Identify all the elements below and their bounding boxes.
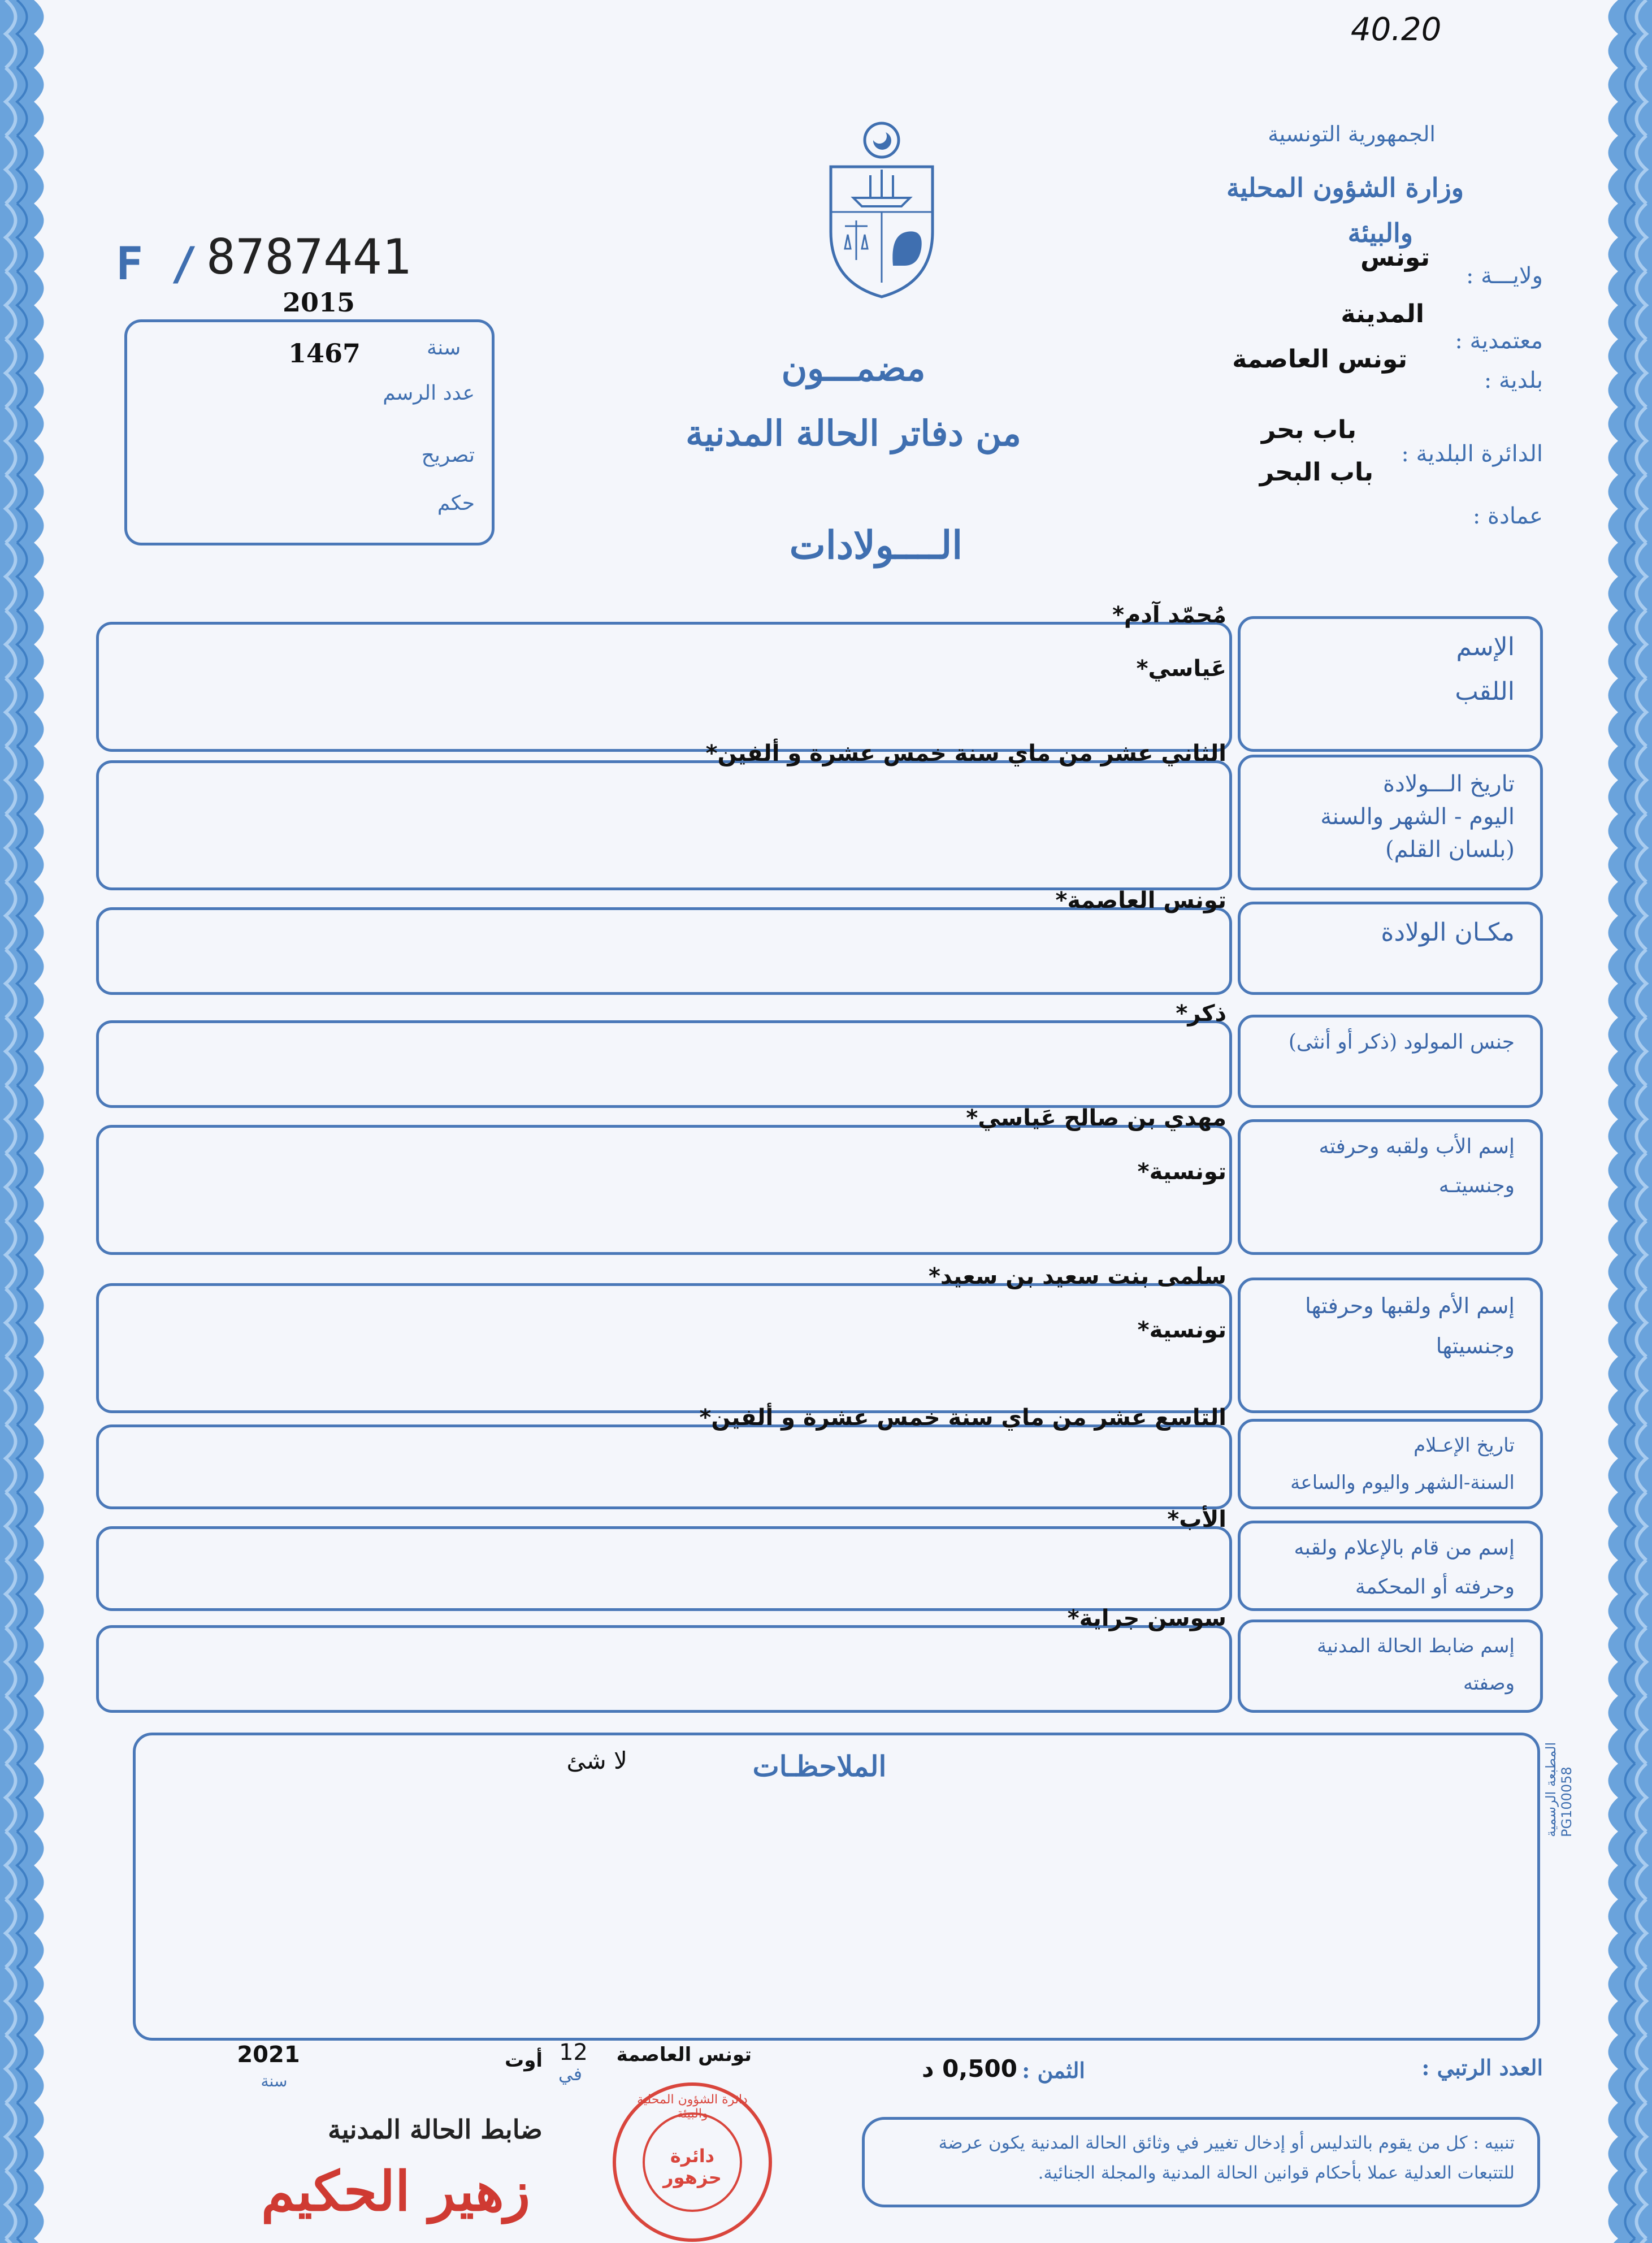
imada-label: عمادة : — [1472, 503, 1543, 529]
daira-value-2: باب البحر — [1259, 458, 1373, 487]
stamp-ring-text: دائرة الشؤون المحلية والبيئة — [637, 2093, 748, 2121]
field-label — [1249, 1292, 1515, 1372]
field-value-box — [96, 622, 1232, 752]
field-value: الثاني عشر من ماي سنة خمس عشرة و ألفين* — [705, 741, 1226, 767]
field-label — [1249, 630, 1515, 720]
field-label-line: مكـان الولادة — [1381, 918, 1515, 947]
daira-label: الدائرة البلدية : — [1401, 441, 1543, 467]
field-label — [1249, 916, 1515, 951]
wilaya-value: تونس — [1360, 243, 1430, 272]
field-value: سوسن جراية* — [1067, 1605, 1226, 1631]
registry-number-value: 1467 — [288, 338, 361, 369]
mutamadiya-value: المدينة — [1341, 300, 1424, 328]
registry-number-label: عدد الرسم — [383, 382, 475, 405]
field-value: ذكر* — [1176, 1001, 1226, 1027]
field-value-box — [96, 1424, 1232, 1509]
field-value-box — [96, 907, 1232, 995]
field-label-line: وصفته — [1463, 1672, 1515, 1695]
field-value-box — [96, 760, 1232, 890]
remarks-value: لا شئ — [566, 1747, 627, 1774]
field-label-line: إسم الأب ولقبه وحرفته — [1319, 1135, 1515, 1158]
field-value-box — [96, 1526, 1232, 1611]
stamp-center-text: دائرة حزهور — [663, 2145, 722, 2189]
field-value: مُحمّد آدم* — [1112, 602, 1226, 628]
field-value: عَياسي* — [1136, 656, 1226, 682]
field-label — [1249, 1133, 1515, 1211]
right-decorative-border — [1590, 0, 1652, 2243]
field-label-line: السنة-الشهر واليوم والساعة — [1290, 1471, 1515, 1494]
registry-judgment-label: حكم — [437, 492, 475, 515]
price-label: الثمن : — [1022, 2058, 1085, 2083]
field-label-line: (بلسان القلم) — [1385, 837, 1515, 863]
field-label — [1249, 1029, 1515, 1059]
wilaya-label: ولايـــة : — [1465, 263, 1543, 289]
official-round-stamp — [610, 2080, 774, 2243]
baladiya-value: تونس العاصمة — [1232, 345, 1407, 374]
field-label-line: وجنسيتـه — [1438, 1174, 1515, 1197]
price-value: 0,500 د — [921, 2055, 1017, 2082]
field-label-line: جنس المولود (ذكر أو أنثى) — [1288, 1030, 1515, 1054]
daira-value-1: باب بحر — [1261, 415, 1356, 444]
remarks-label: الملاحظـات — [752, 1750, 887, 1783]
field-value-box — [96, 1625, 1232, 1713]
tunisia-coat-of-arms-icon — [820, 113, 944, 300]
officer-name-stamp: زهير الحكيم — [261, 2159, 531, 2223]
field-label-line: تاريخ الإعـلام — [1413, 1434, 1515, 1457]
title-line1: مضمـــون — [781, 348, 926, 389]
field-label — [1249, 1535, 1515, 1612]
issue-month: أوت — [505, 2049, 543, 2072]
field-value: تونسية* — [1137, 1159, 1226, 1185]
field-value: سلمى بنت سعيد بن سعيد* — [929, 1263, 1226, 1289]
field-label-line: اللقب — [1455, 677, 1515, 707]
field-label-line: إسم ضابط الحالة المدنية — [1317, 1635, 1515, 1657]
issue-place: تونس العاصمة — [616, 2043, 752, 2066]
registry-declaration-label: تصريح — [421, 444, 475, 467]
registry-year-label: سنة — [427, 336, 461, 360]
field-value-box — [96, 1283, 1232, 1413]
title-line2: من دفاتر الحالة المدنية — [686, 413, 1021, 454]
field-label — [1249, 1634, 1515, 1708]
serial-prefix: F / — [116, 237, 198, 290]
field-value: التاسع عشر من ماي سنة خمس عشرة و ألفين* — [699, 1405, 1226, 1431]
field-value: تونسية* — [1137, 1317, 1226, 1343]
mutamadiya-label: معتمدية : — [1455, 328, 1543, 354]
field-label-line: اليوم - الشهر والسنة — [1320, 804, 1515, 830]
field-label — [1249, 769, 1515, 867]
field-value-box — [96, 1125, 1232, 1255]
field-label-line: وجنسيتها — [1436, 1333, 1515, 1359]
field-value: تونس العاصمة* — [1055, 887, 1226, 913]
corner-handwritten-note: 40.20 — [1351, 11, 1442, 48]
baladiya-label: بلدية : — [1484, 367, 1543, 393]
printer-side-code: المطبعة الرسمية PG100058 — [1543, 1742, 1575, 1837]
field-label-line: تاريخ الـــولادة — [1382, 771, 1515, 797]
field-label-line: إسم من قام بالإعلام ولقبه — [1294, 1536, 1515, 1560]
officer-title: ضابط الحالة المدنية — [328, 2114, 543, 2145]
serial-number-label: العدد الرتبي : — [1421, 2055, 1543, 2080]
issue-day: 12 — [559, 2040, 588, 2066]
field-label-line: الإسم — [1456, 633, 1515, 661]
issue-year-label: سنة — [261, 2072, 288, 2090]
ministry-line2: والبيئة — [1347, 218, 1413, 248]
field-label-line: إسم الأم ولقبها وحرفتها — [1305, 1293, 1515, 1318]
issue-place-prefix: في — [558, 2063, 582, 2085]
republic-label: الجمهورية التونسية — [1268, 122, 1436, 146]
serial-number: 8787441 — [206, 229, 411, 285]
registry-year-value: 2015 — [283, 287, 355, 318]
field-label-line: وحرفته أو المحكمة — [1355, 1575, 1515, 1599]
ministry-line1: وزارة الشؤون المحلية — [1226, 172, 1464, 203]
field-value: الأب* — [1167, 1506, 1226, 1532]
field-label — [1249, 1433, 1515, 1508]
field-value-box — [96, 1020, 1232, 1108]
left-decorative-border — [0, 0, 62, 2243]
issue-year: 2021 — [237, 2042, 300, 2068]
title-line3: الــــولادات — [789, 523, 963, 568]
legal-notice: تنبيه : كل من يقوم بالتدليس أو إدخال تغيير في وثائق الحالة المدنية يكون عرضة للتتبعات العدلية عملا بأحكام قوانين الحالة المدنية والمجلة الجنائية. — [938, 2133, 1515, 2183]
field-value: مهدي بن صالح عَياسي* — [966, 1105, 1226, 1131]
